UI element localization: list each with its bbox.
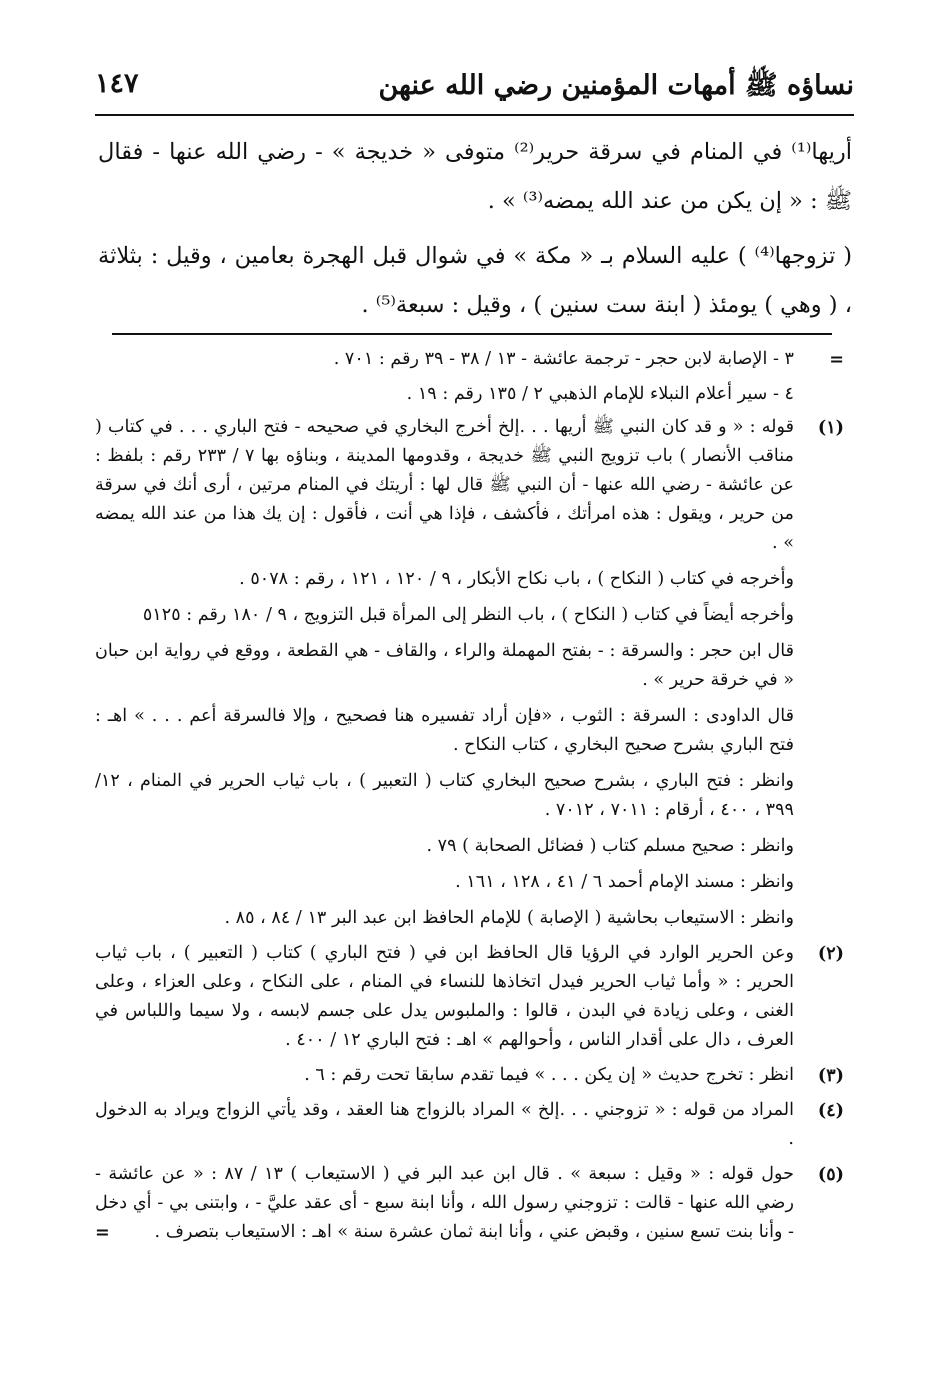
footnote-paragraph: انظر : تخرج حديث « إن يكن . . . » فيما تقدم سابقا تحت رقم : ٦ . — [304, 1065, 794, 1085]
main-paragraph: أريها⁽¹⁾ في المنام في سرقة حرير⁽²⁾ متوفى « خديجة » - رضي الله عنها - فقال ﷺ : « إن يكن من عند الله يمضه⁽³⁾ » . — [98, 139, 852, 214]
header-rule — [95, 114, 854, 116]
footnote-paragraph: وعن الحرير الوارد في الرؤيا قال الحافظ ابن في ( فتح الباري ) كتاب ( التعبير ) ، باب ثياب الحرير : « وأما ثياب الحرير فيدل اتخاذها للنساء في المنام ، على النكاح ، وعلى العزاء ، وعلى الغنى ، وعلى زيادة في البدن ، قالوا : والملبوس يدل على جسم لابسه ، ولا سيما واللباس في العرف ، دال على أقدار الناس ، وأحوالهم » اهـ : فتح الباري ١٢ / ٤٠٠ . — [95, 943, 794, 1050]
footnotes-rule — [112, 333, 832, 335]
footnote-paragraph: قال الداودى : السرقة : الثوب ، «فإن أراد تفسيره هنا فصحيح ، وإلا فالسرقة أعم . . . » اهـ : فتح الباري بشرح صحيح البخاري ، كتاب النكاح . — [95, 706, 794, 755]
footnote-4 — [95, 1096, 844, 1154]
footnote-number: (٣) — [817, 1065, 844, 1086]
continued-line: ٣ - الإصابة لابن حجر - ترجمة عائشة - ١٣ / ٣٨ - ٣٩ رقم : ٧٠١ . — [333, 349, 794, 369]
page-number: ١٤٧ — [95, 68, 139, 99]
footnote-paragraph: قوله : « و قد كان النبي ﷺ أريها . . .إلخ أخرج البخاري في صحيحه - فتح الباري . . . في كتاب ( مناقب الأنصار ) باب تزويج النبي ﷺ خديجة ، وقدومها المدينة ، وبناؤه بها ٧ / ٢٣٣ رقم : بلفظ : عن عائشة - رضي الله عنها - أن النبي ﷺ قال لها : أريتك في المنام مرتين ، أرى أنك في سرقة من حرير ، ويقول : هذه امرأتك ، فأكشف ، فإذا هي أنت ، فأقول : إن يك هذا من عند الله يمضه » . — [95, 417, 794, 553]
main-paragraph: ( تزوجها⁽⁴⁾ ) عليه السلام بـ « مكة » في شوال قبل الهجرة بعامين ، وقيل : بثلاثة ، ( وهي ) يومئذ ( ابنة ست سنين ) ، وقيل : سبعة⁽⁵⁾ . — [98, 243, 852, 318]
footnote-paragraph: وانظر : الاستيعاب بحاشية ( الإصابة ) للإمام الحافظ ابن عبد البر ١٣ / ٨٤ ، ٨٥ . — [224, 908, 794, 928]
end-continuation-mark: = — [95, 1222, 110, 1243]
footnote-number: (٢) — [817, 943, 844, 964]
footnotes — [95, 345, 844, 1254]
footnote-3 — [95, 1061, 844, 1090]
footnote-paragraph: قال ابن حجر : والسرقة : - بفتح المهملة والراء ، والقاف - هي القطعة ، ووقع في رواية ابن حبان « في خرقة حرير » . — [95, 641, 794, 690]
footnote-number: (١) — [817, 417, 844, 438]
footnote-5 — [95, 1160, 844, 1247]
footnote-number: (٤) — [817, 1100, 844, 1121]
running-title: نساؤه ﷺ أمهات المؤمنين رضي الله عنهن — [378, 70, 854, 101]
footnote-paragraph: وانظر : فتح الباري ، بشرح صحيح البخاري كتاب ( التعبير ) ، باب ثياب الحرير في المنام ، ١٢/ ٣٩٩ ، ٤٠٠ ، أرقام : ٧٠١١ ، ٧٠١٢ . — [95, 771, 794, 820]
footnote-paragraph: وأخرجه أيضاً في كتاب ( النكاح ) ، باب النظر إلى المرأة قبل التزويج ، ٩ / ١٨٠ رقم : ٥١٢٥ — [142, 605, 794, 625]
footnote-number: (٥) — [817, 1164, 844, 1185]
main-text — [98, 128, 852, 336]
footnote-1 — [95, 413, 844, 933]
continued-line: ٤ - سير أعلام النبلاء للإمام الذهبي ٢ / ١٣٥ رقم : ١٩ . — [406, 384, 794, 404]
footnote-continuation — [95, 345, 844, 409]
footnote-paragraph: وانظر : مسند الإمام أحمد ٦ / ٤١ ، ١٢٨ ، ١٦١ . — [455, 872, 794, 892]
footnote-paragraph: وأخرجه في كتاب ( النكاح ) ، باب نكاح الأبكار ، ٩ / ١٢٠ ، ١٢١ ، رقم : ٥٠٧٨ . — [239, 569, 794, 589]
footnote-paragraph: وانظر : صحيح مسلم كتاب ( فضائل الصحابة ) ٧٩ . — [426, 836, 794, 856]
page-header — [95, 60, 854, 112]
footnote-2 — [95, 939, 844, 1055]
footnote-paragraph: حول قوله : « وقيل : سبعة » . قال ابن عبد البر في ( الاستيعاب ) ١٣ / ٨٧ : « عن عائشة - رضي الله عنها - قالت : تزوجني رسول الله ، وأنا ابنة سبع - أى عقد عليَّ - ، وابتنى بي - أي دخل - وأنا بنت تسع سنين ، وقبض عني ، وأنا ابنة ثمان عشرة سنة » اهـ : الاستيعاب بتصرف . — [95, 1164, 794, 1242]
continuation-mark: = — [829, 349, 844, 370]
footnote-paragraph: المراد من قوله : « تزوجني . . .إلخ » المراد بالزواج هنا العقد ، وقد يأتي الزواج ويراد به الدخول . — [95, 1100, 794, 1149]
